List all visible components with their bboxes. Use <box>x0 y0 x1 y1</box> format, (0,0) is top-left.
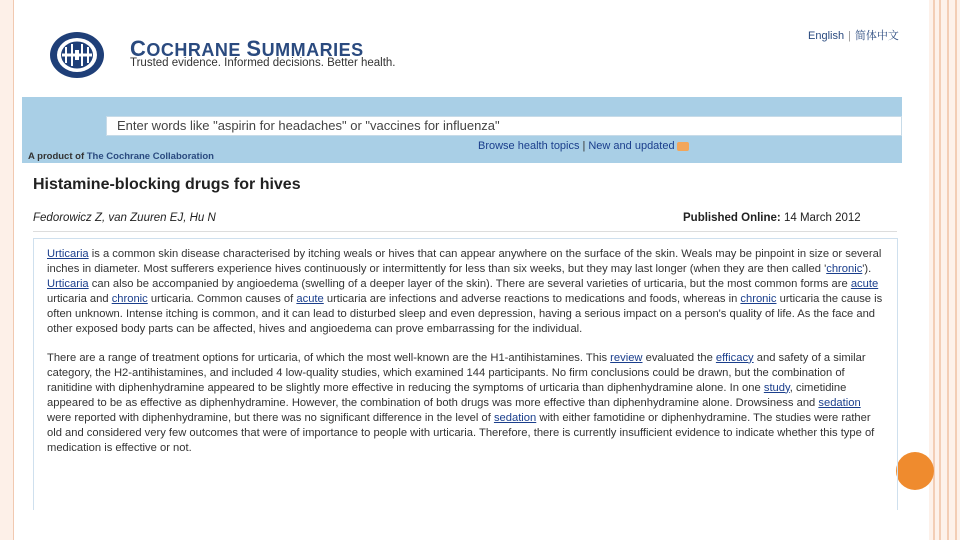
glossary-link[interactable]: study <box>763 381 790 394</box>
summary-paragraph-1 <box>47 247 883 338</box>
glossary-link[interactable]: Urticaria <box>47 278 89 291</box>
summary-paragraph-2 <box>47 351 883 457</box>
divider <box>33 231 897 232</box>
summary-text: , cimetidine appeared to be as effective as diphenhydramine. However, the combination of both drugs was more effective than diphenhydramine alone. Drowsiness and <box>47 381 847 409</box>
lang-chinese-link[interactable]: 简体中文 <box>854 30 899 42</box>
summary-text: urticaria are infections and adverse reactions to medications and foods, whereas in <box>323 293 741 306</box>
cochrane-collaboration-link[interactable]: The Cochrane Collaboration <box>86 151 214 162</box>
glossary-link[interactable]: sedation <box>818 396 861 409</box>
glossary-link[interactable]: chronic <box>826 263 863 276</box>
browse-nav: Browse health topics | New and updated <box>478 140 689 152</box>
search-band <box>22 97 902 163</box>
rss-feed-icon[interactable] <box>677 142 689 151</box>
summary-text: with either famotidine or diphenhydramine. The studies were rather old and considered very few outcomes that were of importance to people with urticaria. Therefore, there is currently insufficient evidence to indicate whether this type of medication is effective or not. <box>47 411 875 455</box>
summary-text: and safety of a similar category, the H2-antihistamines, and included 4 low-quality studies, which examined 144 participants. No firm conclusions could be drawn, but the combination of ranitidine with diphenhydramine appeared to be slightly more effective in reducing the symptoms of urticaria than diphenhydramine alone. In one <box>47 351 866 394</box>
summary-text: evaluated the <box>642 351 716 364</box>
summary-text: can also be accompanied by angioedema (swelling of a deeper layer of the skin). There are several varieties of urticaria, but the most common forms are <box>88 278 851 291</box>
glossary-link[interactable]: sedation <box>493 411 537 424</box>
search-input[interactable] <box>106 116 902 136</box>
slide-left-border <box>0 0 14 540</box>
glossary-link[interactable]: acute <box>850 278 879 291</box>
summary-text: urticaria and <box>47 293 112 306</box>
glossary-link[interactable]: acute <box>296 293 324 306</box>
site-tagline: Trusted evidence. Informed decisions. Better health. <box>130 57 396 69</box>
plain-language-summary <box>33 238 898 510</box>
new-and-updated-link[interactable]: New and updated <box>588 140 675 152</box>
summary-text: '). <box>862 263 872 276</box>
glossary-link[interactable]: efficacy <box>715 351 754 364</box>
product-of-text: A product of The Cochrane Collaboration <box>28 151 214 162</box>
glossary-link[interactable]: Urticaria <box>47 248 89 260</box>
summary-text: urticaria the cause is often unknown. Intense itching is common, and it can lead to disturbed sleep and even depression, having a serious impact on a person's quality of life. As the face and other exposed body parts can be affected, hives and angioedema can prove embarrassing for the individual. <box>47 293 883 336</box>
browse-health-topics-link[interactable]: Browse health topics <box>478 140 580 152</box>
summary-text: There are a range of treatment options for urticaria, of which the most well-known are the H1-antihistamines. This <box>47 351 611 364</box>
site-brand[interactable]: COCHRANE SUMMARIES <box>130 36 364 61</box>
language-switcher: English | 简体中文 <box>808 30 899 42</box>
cochrane-logo[interactable] <box>48 30 106 80</box>
article-title: Histamine-blocking drugs for hives <box>33 176 301 193</box>
glossary-link[interactable]: review <box>610 351 643 364</box>
glossary-link[interactable]: chronic <box>111 293 148 306</box>
summary-text: urticaria. Common causes of <box>147 293 297 306</box>
search-placeholder: Enter words like "aspirin for headaches" or "vaccines for influenza" <box>117 118 500 133</box>
slide-accent-dot <box>896 452 934 490</box>
lang-english-link[interactable]: English <box>808 30 845 42</box>
article-authors: Fedorowicz Z, van Zuuren EJ, Hu N <box>33 212 216 224</box>
slide-right-border <box>929 0 960 540</box>
summary-text: were reported with diphenhydramine, but there was no significant difference in the level of <box>47 411 494 424</box>
glossary-link[interactable]: chronic <box>740 293 777 306</box>
summary-text: is a common skin disease characterised by itching weals or hives that can appear anywhere on the surface of the skin. Weals may be pinpoint in size or several inches in diameter. Most sufferers experience hives continuously or intermittently for less than six weeks, but they may last longer (when they are then called ' <box>47 248 882 276</box>
published-date: Published Online: 14 March 2012 <box>683 212 861 224</box>
